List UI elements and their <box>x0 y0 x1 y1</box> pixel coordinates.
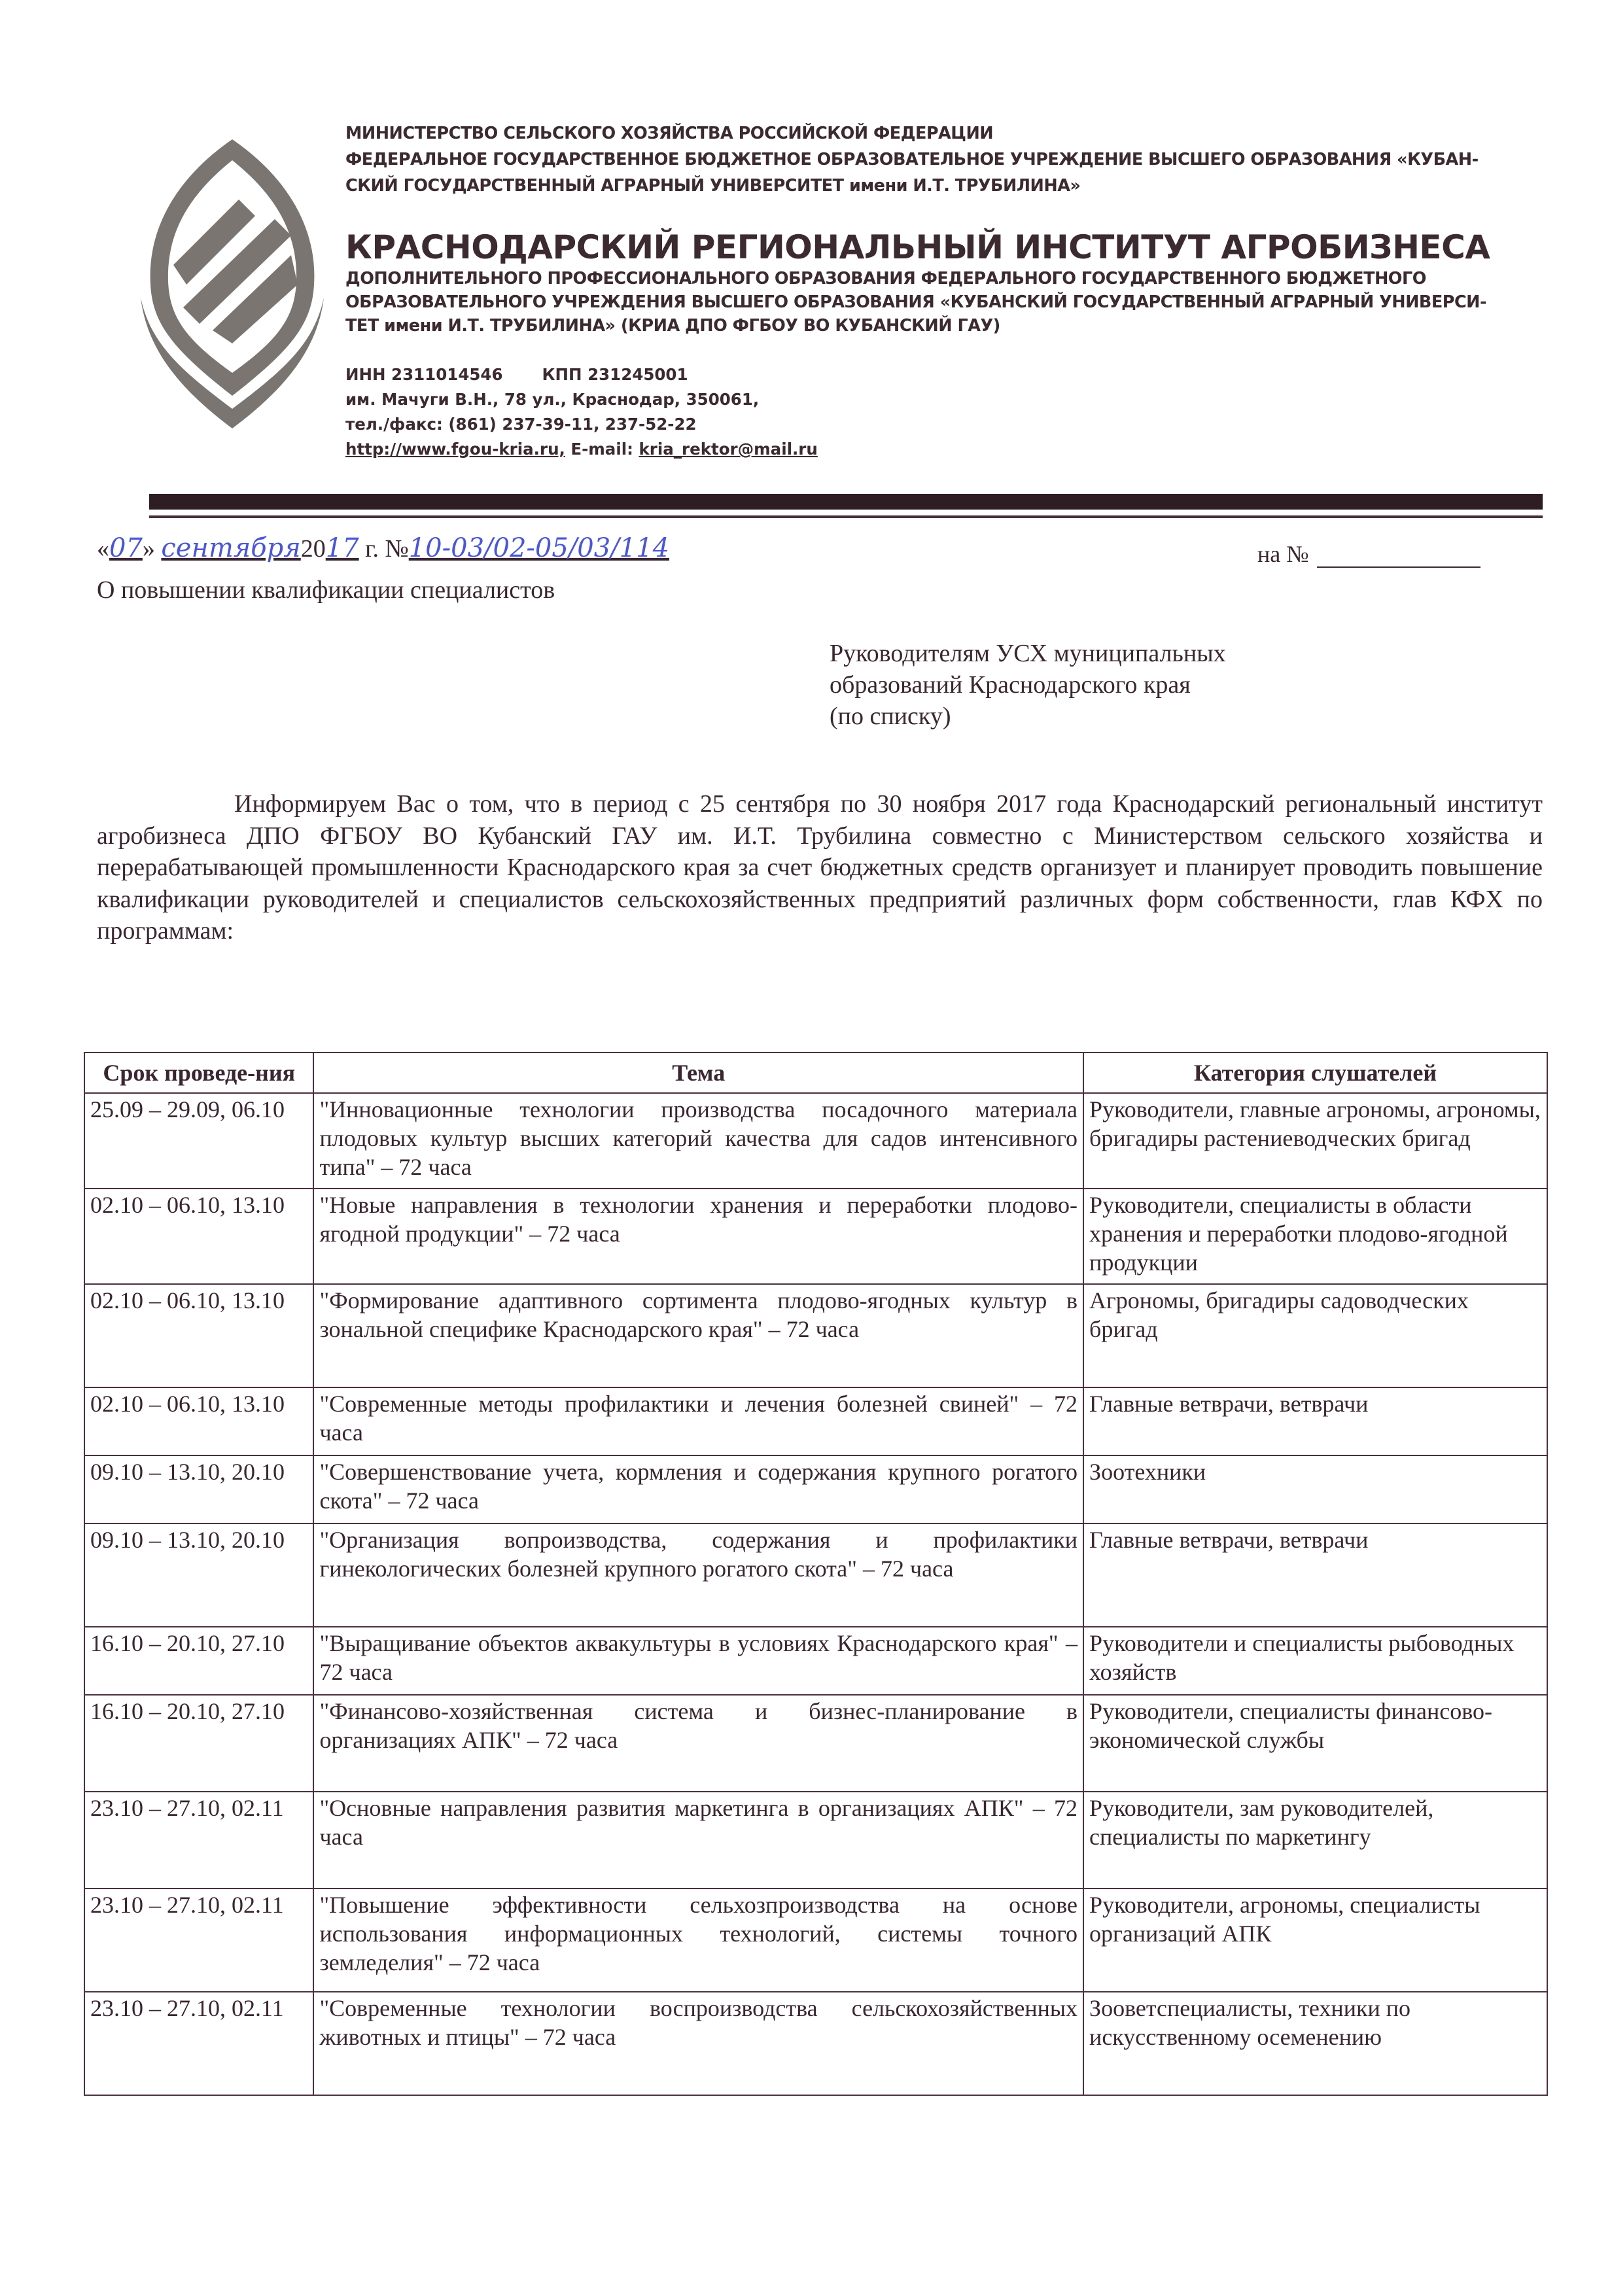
table-row <box>84 1284 1547 1387</box>
addressee-line3: (по списку) <box>830 703 951 730</box>
cell-date: 02.10 – 06.10, 13.10 <box>84 1387 313 1455</box>
cell-category: Главные ветврачи, ветврачи <box>1083 1523 1547 1627</box>
institute-subtitle-line1: ДОПОЛНИТЕЛЬНОГО ПРОФЕССИОНАЛЬНОГО ОБРАЗОВАНИЯ ФЕДЕРАЛЬНОГО ГОСУДАРСТВЕННОГО БЮДЖЕТНОГО <box>345 269 1426 288</box>
cell-topic: "Основные направления развития маркетинга в организациях АПК" – 72 часа <box>313 1792 1083 1888</box>
email-label: E-mail: <box>570 440 633 459</box>
institute-subtitle-line2: ОБРАЗОВАТЕЛЬНОГО УЧРЕЖДЕНИЯ ВЫСШЕГО ОБРАЗОВАНИЯ «КУБАНСКИЙ ГОСУДАРСТВЕННЫЙ АГРАРНЫЙ УНИВЕРСИ- <box>345 292 1487 312</box>
kria-leaf-logo-icon <box>134 134 330 435</box>
year-prefix: 20 <box>300 535 326 563</box>
cell-category: Руководители, специалисты в области хранения и переработки плодово-ягодной продукции <box>1083 1189 1547 1284</box>
cell-topic: "Инновационные технологии производства посадочного материала плодовых культур высших категорий качества для садов интенсивного типа" – 72 часа <box>313 1093 1083 1189</box>
handwritten-day: 07 <box>109 533 143 563</box>
letterhead-divider-thin <box>149 515 1543 518</box>
cell-date: 16.10 – 20.10, 27.10 <box>84 1695 313 1792</box>
website-link[interactable]: http://www.fgou-kria.ru, <box>345 440 565 459</box>
address: им. Мачуги В.Н., 78 ул., Краснодар, 350061, <box>345 390 760 409</box>
addressee-line2: образований Краснодарского края <box>830 671 1191 699</box>
cell-date: 23.10 – 27.10, 02.11 <box>84 1888 313 1992</box>
programs-table <box>84 1052 1548 2096</box>
cell-date: 25.09 – 29.09, 06.10 <box>84 1093 313 1189</box>
cell-topic: "Новые направления в технологии хранения и переработки плодово-ягодной продукции" – 72 часа <box>313 1189 1083 1284</box>
letter-subject: О повышении квалификации специалистов <box>97 576 555 604</box>
handwritten-year: 17 <box>325 533 359 563</box>
contacts <box>345 437 1523 462</box>
table-row <box>84 1627 1547 1695</box>
cell-date: 09.10 – 13.10, 20.10 <box>84 1455 313 1523</box>
header-date: Срок проведе-ния <box>84 1052 313 1093</box>
outgoing-reference <box>97 533 669 563</box>
cell-date: 02.10 – 06.10, 13.10 <box>84 1189 313 1284</box>
institute-subtitle-line3: ТЕТ имени И.Т. ТРУБИЛИНА» (КРИА ДПО ФГБОУ ВО КУБАНСКИЙ ГАУ) <box>345 316 1000 336</box>
addressee-line1: Руководителям УСХ муниципальных <box>830 640 1226 667</box>
table-row <box>84 1888 1547 1992</box>
addressee <box>830 638 1226 732</box>
handwritten-month: сентября <box>161 533 301 563</box>
phone: тел./факс: (861) 237-39-11, 237-52-22 <box>345 415 697 434</box>
body-paragraph: Информируем Вас о том, что в период с 25 сентября по 30 ноября 2017 года Краснодарский региональный институт агробизнеса ДПО ФГБОУ ВО Кубанский ГАУ им. И.Т. Трубилина совместно с Министерством сельского хозяйства и перерабатывающей промышленности Краснодарского края за счет бюджетных средств организует и планирует проводить повышение квалификации руководителей и специалистов сельскохозяйственных предприятий различных форм собственности, глав КФХ по программам: <box>97 790 1543 945</box>
table-row <box>84 1523 1547 1627</box>
table-row <box>84 1387 1547 1455</box>
reply-to-label: на № <box>1257 541 1309 567</box>
institute-title: КРАСНОДАРСКИЙ РЕГИОНАЛЬНЫЙ ИНСТИТУТ АГРОБИЗНЕСА <box>345 228 1490 266</box>
reply-to-blank <box>1317 547 1481 568</box>
letterhead <box>345 118 1523 462</box>
cell-date: 23.10 – 27.10, 02.11 <box>84 1792 313 1888</box>
cell-topic: "Формирование адаптивного сортимента плодово-ягодных культур в зональной специфике Краснодарского края" – 72 часа <box>313 1284 1083 1387</box>
university-name-line1: ФЕДЕРАЛЬНОЕ ГОСУДАРСТВЕННОЕ БЮДЖЕТНОЕ ОБРАЗОВАТЕЛЬНОЕ УЧРЕЖДЕНИЕ ВЫСШЕГО ОБРАЗОВАНИЯ «КУБАН- <box>345 150 1479 169</box>
cell-date: 02.10 – 06.10, 13.10 <box>84 1284 313 1387</box>
cell-category: Руководители и специалисты рыбоводных хозяйств <box>1083 1627 1547 1695</box>
table-header-row <box>84 1052 1547 1093</box>
cell-category: Руководители, специалисты финансово-экономической службы <box>1083 1695 1547 1792</box>
cell-category: Зооветспециалисты, техники по искусственному осеменению <box>1083 1992 1547 2095</box>
cell-topic: "Совершенствование учета, кормления и содержания крупного рогатого скота" – 72 часа <box>313 1455 1083 1523</box>
table-row <box>84 1093 1547 1189</box>
handwritten-number: 10-03/02-05/03/114 <box>408 533 670 563</box>
table-row <box>84 1792 1547 1888</box>
quote-close: » <box>142 535 155 563</box>
table-row <box>84 1695 1547 1792</box>
header-topic: Тема <box>313 1052 1083 1093</box>
cell-date: 09.10 – 13.10, 20.10 <box>84 1523 313 1627</box>
quote-open: « <box>97 535 109 563</box>
cell-category: Главные ветврачи, ветврачи <box>1083 1387 1547 1455</box>
cell-category: Руководители, агрономы, специалисты организаций АПК <box>1083 1888 1547 1992</box>
cell-category: Зоотехники <box>1083 1455 1547 1523</box>
cell-topic: "Современные методы профилактики и лечения болезней свиней" – 72 часа <box>313 1387 1083 1455</box>
letter-body <box>97 788 1543 947</box>
email-link[interactable]: kria_rektor@mail.ru <box>639 440 818 459</box>
table-row <box>84 1189 1547 1284</box>
cell-topic: "Организация вопроизводства, содержания и профилактики гинекологических болезней крупного рогатого скота" – 72 часа <box>313 1523 1083 1627</box>
table-row <box>84 1455 1547 1523</box>
cell-category: Руководители, главные агрономы, агрономы, бригадиры растениеводческих бригад <box>1083 1093 1547 1189</box>
ministry-name: МИНИСТЕРСТВО СЕЛЬСКОГО ХОЗЯЙСТВА РОССИЙСКОЙ ФЕДЕРАЦИИ <box>345 124 994 143</box>
university-name-line2: СКИЙ ГОСУДАРСТВЕННЫЙ АГРАРНЫЙ УНИВЕРСИТЕТ имени И.Т. ТРУБИЛИНА» <box>345 176 1081 196</box>
incoming-reference <box>1257 540 1481 568</box>
cell-category: Агрономы, бригадиры садоводческих бригад <box>1083 1284 1547 1387</box>
cell-topic: "Современные технологии воспроизводства сельскохозяйственных животных и птицы" – 72 часа <box>313 1992 1083 2095</box>
kpp: КПП 231245001 <box>542 365 688 384</box>
table-row <box>84 1992 1547 2095</box>
tax-ids <box>345 362 1523 387</box>
letterhead-divider-thick <box>149 494 1543 510</box>
header-category: Категория слушателей <box>1083 1052 1547 1093</box>
cell-category: Руководители, зам руководителей, специалисты по маркетингу <box>1083 1792 1547 1888</box>
cell-topic: "Повышение эффективности сельхозпроизводства на основе использования информационных технологий, системы точного земледелия" – 72 часа <box>313 1888 1083 1992</box>
cell-topic: "Финансово-хозяйственная система и бизнес-планирование в организациях АПК" – 72 часа <box>313 1695 1083 1792</box>
cell-date: 16.10 – 20.10, 27.10 <box>84 1627 313 1695</box>
inn: ИНН 2311014546 <box>345 365 503 384</box>
cell-topic: "Выращивание объектов аквакультуры в условиях Краснодарского края" – 72 часа <box>313 1627 1083 1695</box>
number-label: г. № <box>365 535 409 563</box>
cell-date: 23.10 – 27.10, 02.11 <box>84 1992 313 2095</box>
